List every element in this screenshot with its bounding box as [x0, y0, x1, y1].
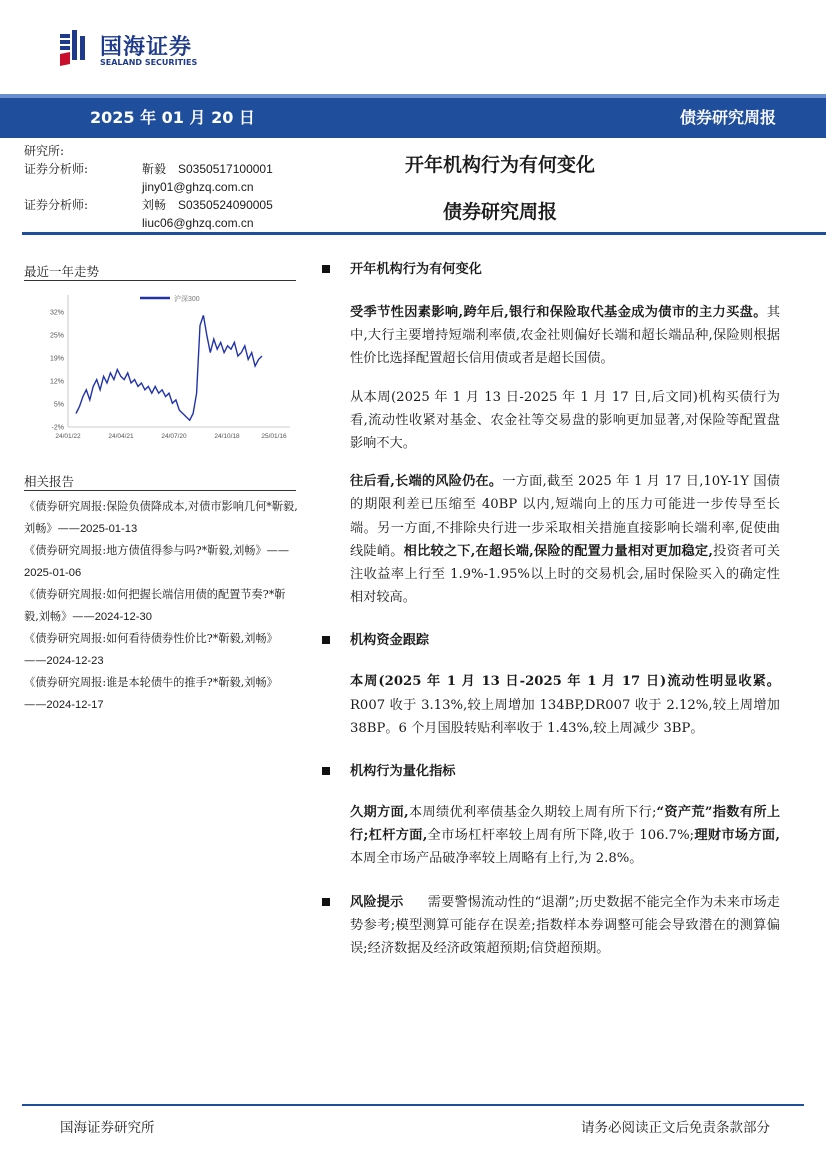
x-tick-label: 25/01/16 [261, 433, 287, 440]
bullet-square-icon [322, 767, 330, 775]
trend-heading: 最近一年走势 [24, 264, 100, 279]
related-report-link[interactable] [24, 496, 300, 540]
analyst-code: S0350517100001 [178, 162, 273, 176]
footer-disclaimer: 请务必阅读正文后免责条款部分 [581, 1120, 770, 1136]
report-date: 2024-12-30 [94, 611, 152, 623]
analyst-role: 证券分析师: [24, 162, 89, 176]
risk-paragraph [320, 891, 780, 961]
emphasis: “资产荒”指数有所上行; [350, 805, 781, 844]
paragraph [320, 670, 780, 740]
analyst-name: 刘畅 [142, 198, 167, 212]
section-title: 机构行为量化指标 [350, 764, 456, 780]
text: 本周绩优利率债基金久期较上周有所下行; [408, 805, 657, 821]
trend-chart [24, 286, 296, 446]
section-title: 机构资金跟踪 [350, 633, 430, 649]
text: 一方面,截至 2025 年 1 月 17 日,10Y-1Y 国债的期限利差已压缩至 40BP 以内,短端向上的压力可能进一步传导至长端。另一方面,不排除央行进一步采取相关措施直接影响长端利率,促使曲线陡峭。 [350, 474, 780, 559]
report-date: 2024-12-17 [46, 699, 104, 711]
text: 投资者可关注收益率上行至 1.9%-1.95%以上时的交易机会,届时保险买入的确定性相对较高。 [350, 543, 781, 606]
page-subtitle: 债券研究周报 [442, 201, 557, 223]
emphasis: 理财市场方面, [694, 828, 781, 844]
analyst-email[interactable]: liuc06@ghzq.com.cn [142, 216, 254, 230]
related-report-link[interactable] [24, 672, 300, 716]
report-type: 债券研究周报 [679, 108, 776, 127]
paragraph: 从本周(2025 年 1 月 13 日-2025 年 1 月 17 日,后文同)机构买债行为看,流动性收紧对基金、农金社等交易盘的影响更加显著,对保险等配置盘影响不大。 [350, 389, 780, 452]
related-heading: 相关报告 [24, 474, 75, 489]
emphasis: 受季节性因素影响,跨年后,银行和保险取代基金成为债市的主力买盘。 [350, 305, 767, 320]
text: 本周全市场产品破净率较上周略有上行,为 2.8%。 [350, 851, 643, 867]
emphasis: 往后看,长端的风险仍在。 [350, 474, 503, 490]
bullet-square-icon [322, 636, 330, 644]
x-tick-label: 24/07/20 [161, 433, 187, 440]
trend-divider [24, 280, 296, 281]
y-tick-label: -2% [51, 424, 64, 432]
y-tick-label: 32% [49, 309, 64, 317]
related-report-link[interactable] [24, 584, 300, 628]
y-tick-label: 19% [49, 355, 64, 363]
text: R007 收于 3.13%,较上周增加 134BP,DR007 收于 2.12%,较上周增加 38BP。6 个月国股转贴利率收于 1.43%,较上周减少 3BP。 [350, 697, 780, 736]
section-heading [320, 258, 780, 281]
related-reports-list [24, 496, 300, 716]
page-title: 开年机构行为有何变化 [404, 154, 595, 176]
paragraph [320, 801, 780, 871]
analyst-role: 证券分析师: [24, 198, 89, 212]
emphasis: 久期方面, [350, 805, 409, 821]
related-report-link[interactable] [24, 628, 300, 672]
institute-label: 研究所: [24, 144, 65, 158]
section-title: 开年机构行为有何变化 [350, 262, 482, 277]
series-line [76, 315, 262, 420]
section-heading [320, 629, 780, 652]
report-title[interactable]: 《债券研究周报:地方债值得参与吗?*靳毅,刘畅》—— [24, 544, 290, 557]
report-title[interactable]: 《债券研究周报:谁是本轮债牛的推手?*靳毅,刘畅》—— [24, 676, 278, 711]
emphasis: 本周(2025 年 1 月 13 日-2025 年 1 月 17 日)流动性明显收紧。 [350, 674, 780, 690]
y-tick-label: 12% [49, 378, 64, 386]
logo-text-en: SEALAND SECURITIES [100, 58, 198, 67]
x-tick-label: 24/10/18 [214, 433, 240, 440]
report-body [320, 258, 780, 960]
related-divider [24, 490, 296, 491]
emphasis: 杠杆方面, [368, 828, 428, 844]
emphasis: 相比较之下,在超长端,保险的配置力量相对更加稳定, [403, 543, 713, 559]
text: 其中,大行主要增持短端利率债,农金社则偏好长端和超长端品种,保险则根据性价比选择配置超长信用债或者是超长国债。 [350, 305, 780, 367]
header-banner [0, 94, 826, 138]
report-title[interactable]: 《债券研究周报:如何把握长端信用债的配置节奏?*靳毅,刘畅》—— [24, 588, 286, 623]
bullet-square-icon [322, 898, 330, 906]
company-logo [60, 30, 220, 70]
report-title[interactable]: 《债券研究周报:保险负债降成本,对债市影响几何*靳毅,刘畅》—— [24, 500, 298, 535]
legend-label: 沪深300 [174, 296, 200, 303]
analyst-email[interactable]: jiny01@ghzq.com.cn [142, 180, 254, 194]
report-title[interactable]: 《债券研究周报:如何看待债券性价比?*靳毅,刘畅》—— [24, 632, 278, 667]
x-tick-label: 24/04/21 [108, 433, 134, 440]
x-tick-label: 24/01/22 [55, 433, 81, 440]
footer-institute: 国海证券研究所 [60, 1120, 155, 1136]
risk-heading: 风险提示 [350, 894, 404, 910]
text: 全市场杠杆率较上周有所下降,收于 106.7%; [427, 828, 695, 844]
y-tick-label: 5% [53, 401, 64, 409]
analyst-code: S0350524090005 [178, 198, 273, 212]
report-date: 2024-12-23 [46, 655, 104, 667]
footer-divider [22, 1104, 804, 1106]
report-date: 2025-01-06 [24, 567, 82, 579]
report-date: 2025-01-13 [79, 523, 138, 535]
report-date: 2025 年 01 月 20 日 [90, 108, 255, 127]
sealand-logo-icon [60, 30, 90, 66]
logo-text-cn: 国海证券 [100, 35, 193, 60]
section-heading [320, 760, 780, 783]
y-tick-label: 25% [49, 332, 64, 340]
banner-stripe [0, 94, 826, 98]
related-report-link[interactable] [24, 540, 300, 584]
bullet-square-icon [322, 265, 330, 273]
analyst-name: 靳毅 [142, 162, 167, 176]
text: 需要警惕流动性的“退潮”;历史数据不能完全作为未来市场走势参考;模型测算可能存在误差;指数样本券调整可能会导致潜在的测算偏误;经济数据及经济政策超预期;信贷超预期。 [350, 894, 780, 957]
paragraph [320, 301, 780, 371]
paragraph [320, 470, 780, 609]
header-divider [22, 232, 826, 235]
trend-chart-svg [24, 286, 296, 446]
